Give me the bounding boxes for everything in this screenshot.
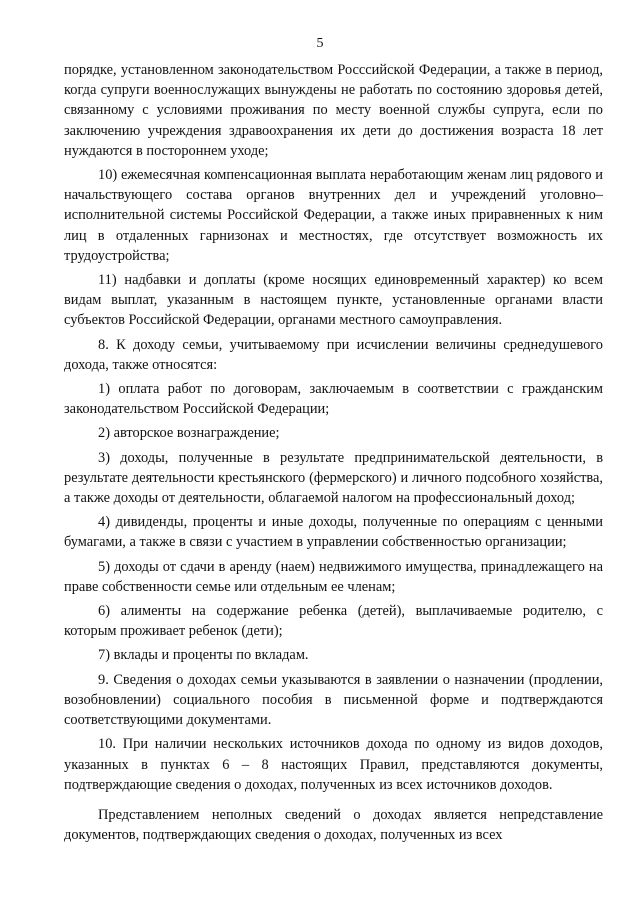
paragraph-item-3: 3) доходы, полученные в результате предпринимательской деятельности, в результате деятельности крестьянского (фермерского) и личного подсобного хозяйства, а также доходы от деятельности, облагаемой налогом на профессиональный доход;	[64, 449, 603, 507]
document-body	[64, 60, 603, 849]
paragraph-item-2: 2) авторское вознаграждение;	[98, 425, 280, 442]
paragraph-item-10: 10) ежемесячная компенсационная выплата неработающим женам лиц рядового и начальствующего состава органов внутренних дел и учреждений уголовно–исполнительной системы Российской Федерации, а также иных приравненных к ним лиц в отдаленных гарнизонах и местностях, где отсутствует возможность их трудоустройства;	[64, 167, 603, 264]
paragraph-clause-10: 10. При наличии нескольких источников дохода по одному из видов доходов, указанных в пунктах 6 – 8 настоящих Правил, представляются документы, подтверждающие сведения о доходах, полученных из всех источников доходов.	[64, 736, 603, 793]
paragraph-item-5: 5) доходы от сдачи в аренду (наем) недвижимого имущества, принадлежащего на праве собственности семье или отдельным ее членам;	[64, 558, 603, 595]
paragraph-item-4: 4) дивиденды, проценты и иные доходы, полученные по операциям с ценными бумагами, а также в связи с участием в управлении собственностью организации;	[64, 514, 603, 551]
paragraph-item-11: 11) надбавки и доплаты (кроме носящих единовременный характер) ко всем видам выплат, указанным в настоящем пункте, установленные органами власти субъектов Российской Федерации, органами местного самоуправления.	[64, 272, 603, 329]
paragraph-incomplete-info: Представлением неполных сведений о доходах является непредставление документов, подтверждающих сведения о доходах, полученных из всех	[64, 806, 603, 844]
paragraph-continuation: порядке, установленном законодательством Росссийской Федерации, а также в период, когда супруги военнослужащих вынуждены не работать по состоянию здоровья детей, связанному с условиями проживания по месту военной службы супруга, если по заключению учреждения здравоохранения их дети до достижения возраста 18 лет нуждаются в постороннем уходе;	[64, 62, 603, 159]
paragraph-item-7: 7) вклады и проценты по вкладам.	[98, 647, 309, 664]
paragraph-clause-9: 9. Сведения о доходах семьи указываются в заявлении о назначении (продлении, возобновлении) социального пособия в письменной форме и подтверждаются соответствующими документами.	[64, 671, 603, 729]
paragraph-item-1: 1) оплата работ по договорам, заключаемым в соответствии с гражданским законодательством Российской Федерации;	[64, 381, 603, 418]
page-number: 5	[316, 36, 324, 51]
paragraph-item-6: 6) алименты на содержание ребенка (детей), выплачиваемые родителю, с которым проживает ребенок (дети);	[64, 603, 603, 640]
paragraph-clause-8: 8. К доходу семьи, учитываемому при исчислении величины среднедушевого дохода, также относятся:	[64, 336, 603, 373]
